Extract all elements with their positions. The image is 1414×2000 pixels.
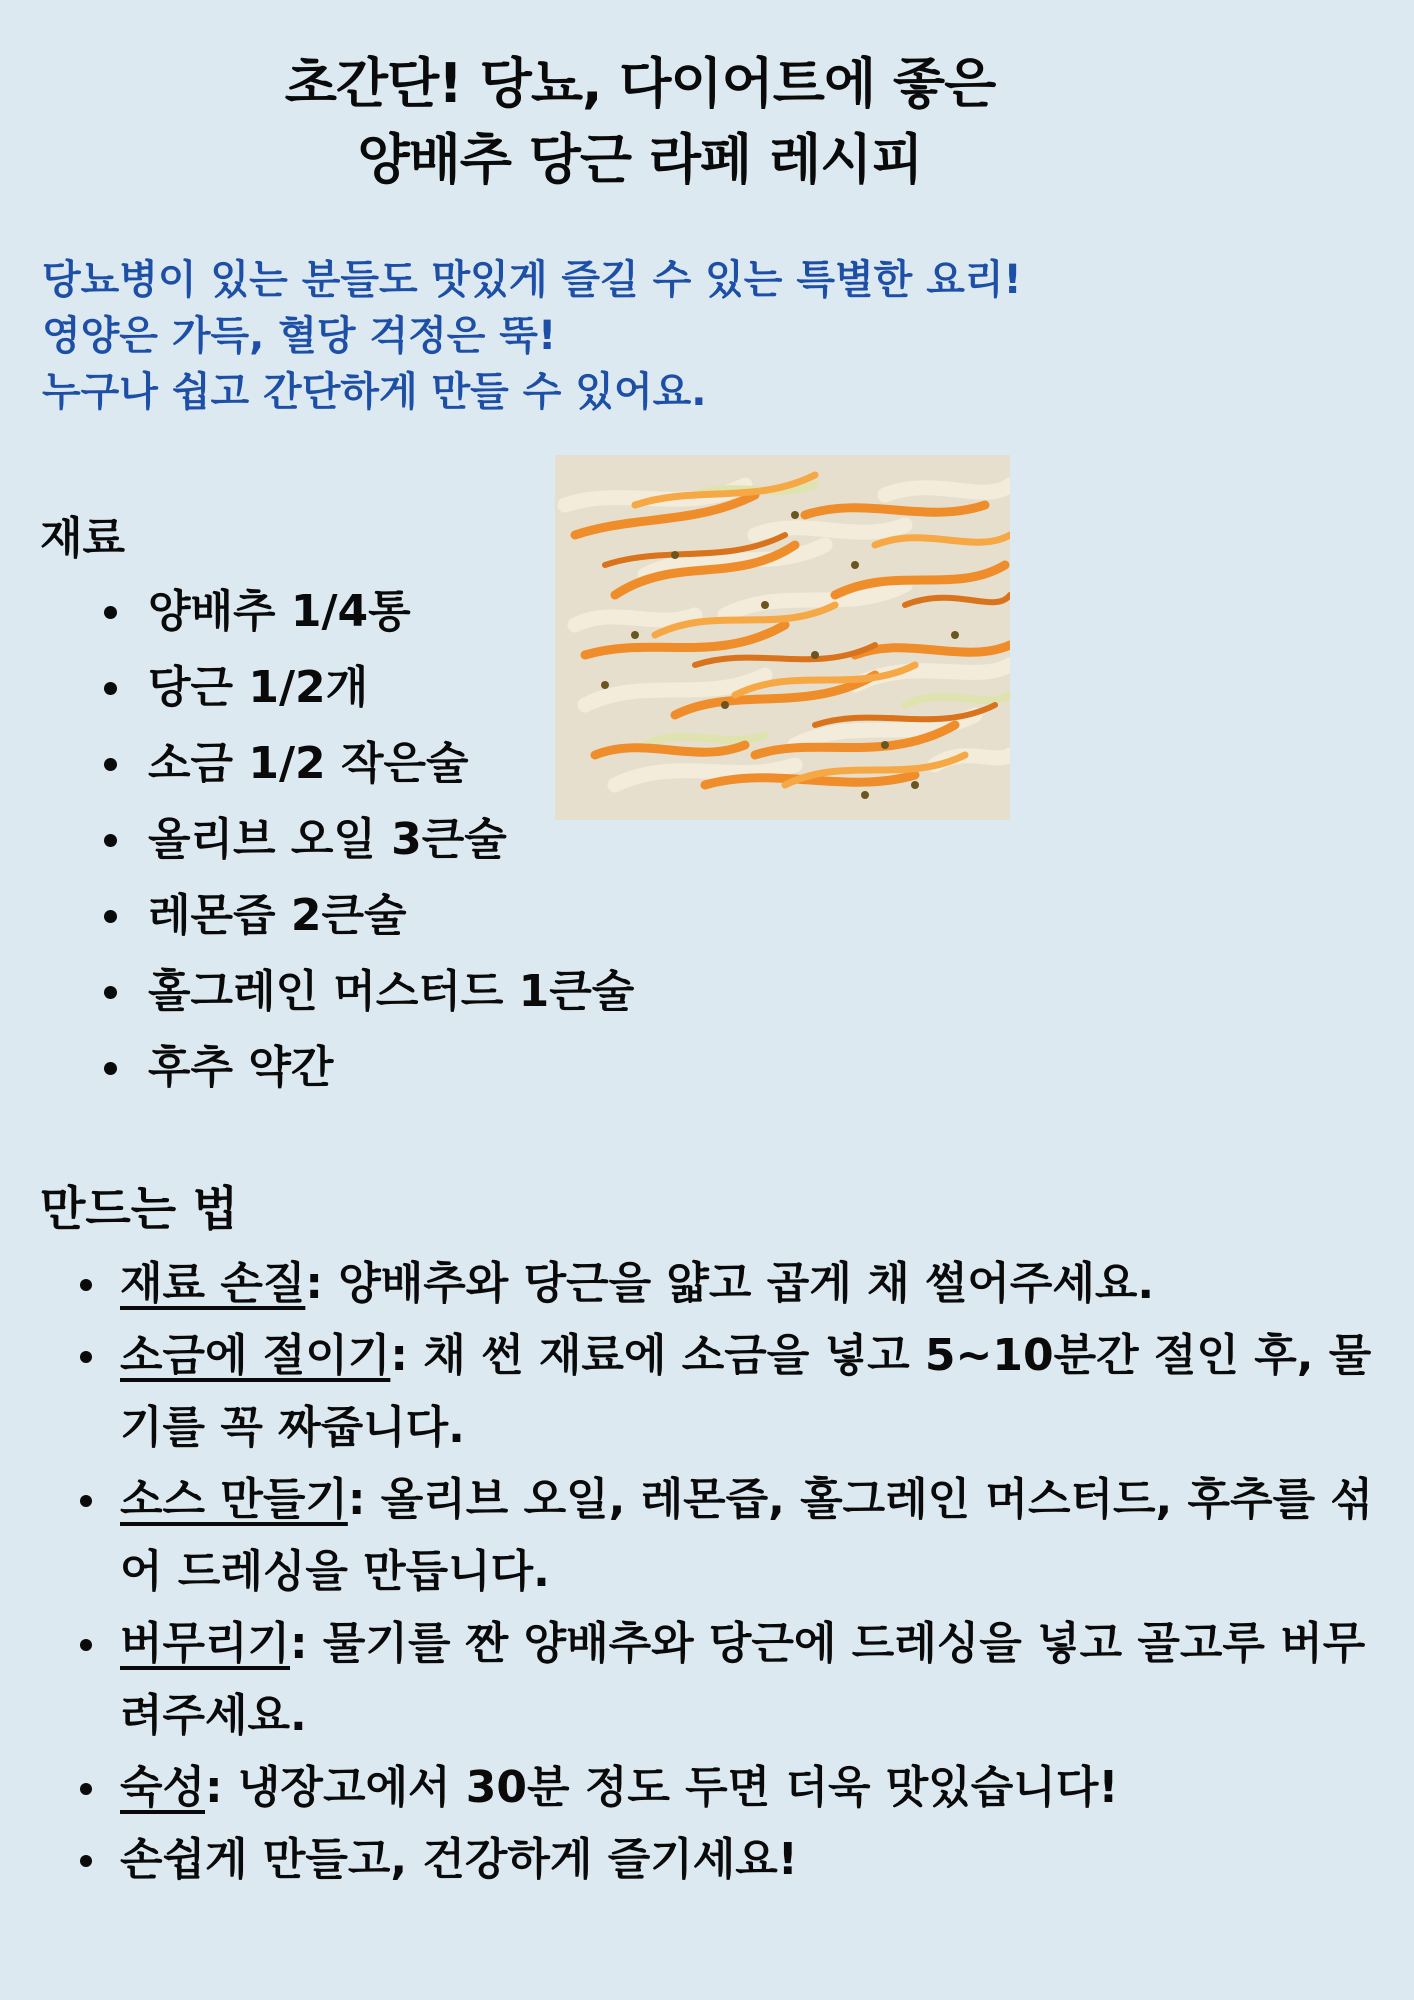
ingredients-heading: 재료 xyxy=(40,513,126,564)
step-item xyxy=(76,1824,1382,1896)
step-text: : 물기를 짠 양배추와 당근에 드레싱을 넣고 골고루 버무려주세요. xyxy=(120,1618,1366,1741)
step-lead: 소스 만들기 xyxy=(120,1474,348,1525)
step-text: : 양배추와 당근을 얇고 곱게 채 썰어주세요. xyxy=(305,1258,1155,1309)
intro-line: 누구나 쉽고 간단하게 만들 수 있어요. xyxy=(42,369,707,415)
step-text: : 올리브 오일, 레몬즙, 홀그레인 머스터드, 후추를 섞어 드레싱을 만듭니다. xyxy=(120,1474,1373,1597)
step-item xyxy=(76,1608,1382,1752)
recipe-photo xyxy=(555,455,1010,820)
step-text: : 냉장고에서 30분 정도 두면 더욱 맛있습니다! xyxy=(205,1762,1119,1813)
step-item xyxy=(76,1248,1382,1320)
step-lead: 버무리기 xyxy=(120,1618,291,1669)
steps-list xyxy=(76,1248,1382,1896)
step-text: 손쉽게 만들고, 건강하게 즐기세요! xyxy=(120,1834,798,1885)
step-lead: 재료 손질 xyxy=(120,1258,306,1309)
intro-line: 당뇨병이 있는 분들도 맛있게 즐길 수 있는 특별한 요리! xyxy=(42,257,1022,303)
salad-illustration xyxy=(555,455,1010,820)
page-title-line1: 초간단! 당뇨, 다이어트에 좋은 xyxy=(284,52,996,115)
page-title-line2: 양배추 당근 라페 레시피 xyxy=(357,128,923,191)
step-item xyxy=(76,1320,1382,1464)
page-title xyxy=(0,46,1280,198)
ingredient-item: 홀그레인 머스터드 1큰술 xyxy=(102,954,634,1030)
step-text: : 채 썬 재료에 소금을 넣고 5~10분간 절인 후, 물기를 꼭 짜줍니다. xyxy=(120,1330,1372,1453)
ingredient-item: 당근 1/2개 xyxy=(102,650,634,726)
ingredient-item: 후추 약간 xyxy=(102,1030,634,1106)
step-item xyxy=(76,1752,1382,1824)
ingredient-item: 양배추 1/4통 xyxy=(102,574,634,650)
ingredient-item: 올리브 오일 3큰술 xyxy=(102,802,634,878)
steps-heading: 만드는 법 xyxy=(40,1182,238,1237)
ingredient-item: 소금 1/2 작은술 xyxy=(102,726,634,802)
ingredient-item: 레몬즙 2큰술 xyxy=(102,878,634,954)
step-lead: 소금에 절이기 xyxy=(120,1330,391,1381)
step-lead: 숙성 xyxy=(120,1762,206,1813)
step-item xyxy=(76,1464,1382,1608)
intro-text xyxy=(42,252,1022,420)
intro-line: 영양은 가득, 혈당 걱정은 뚝! xyxy=(42,313,557,359)
